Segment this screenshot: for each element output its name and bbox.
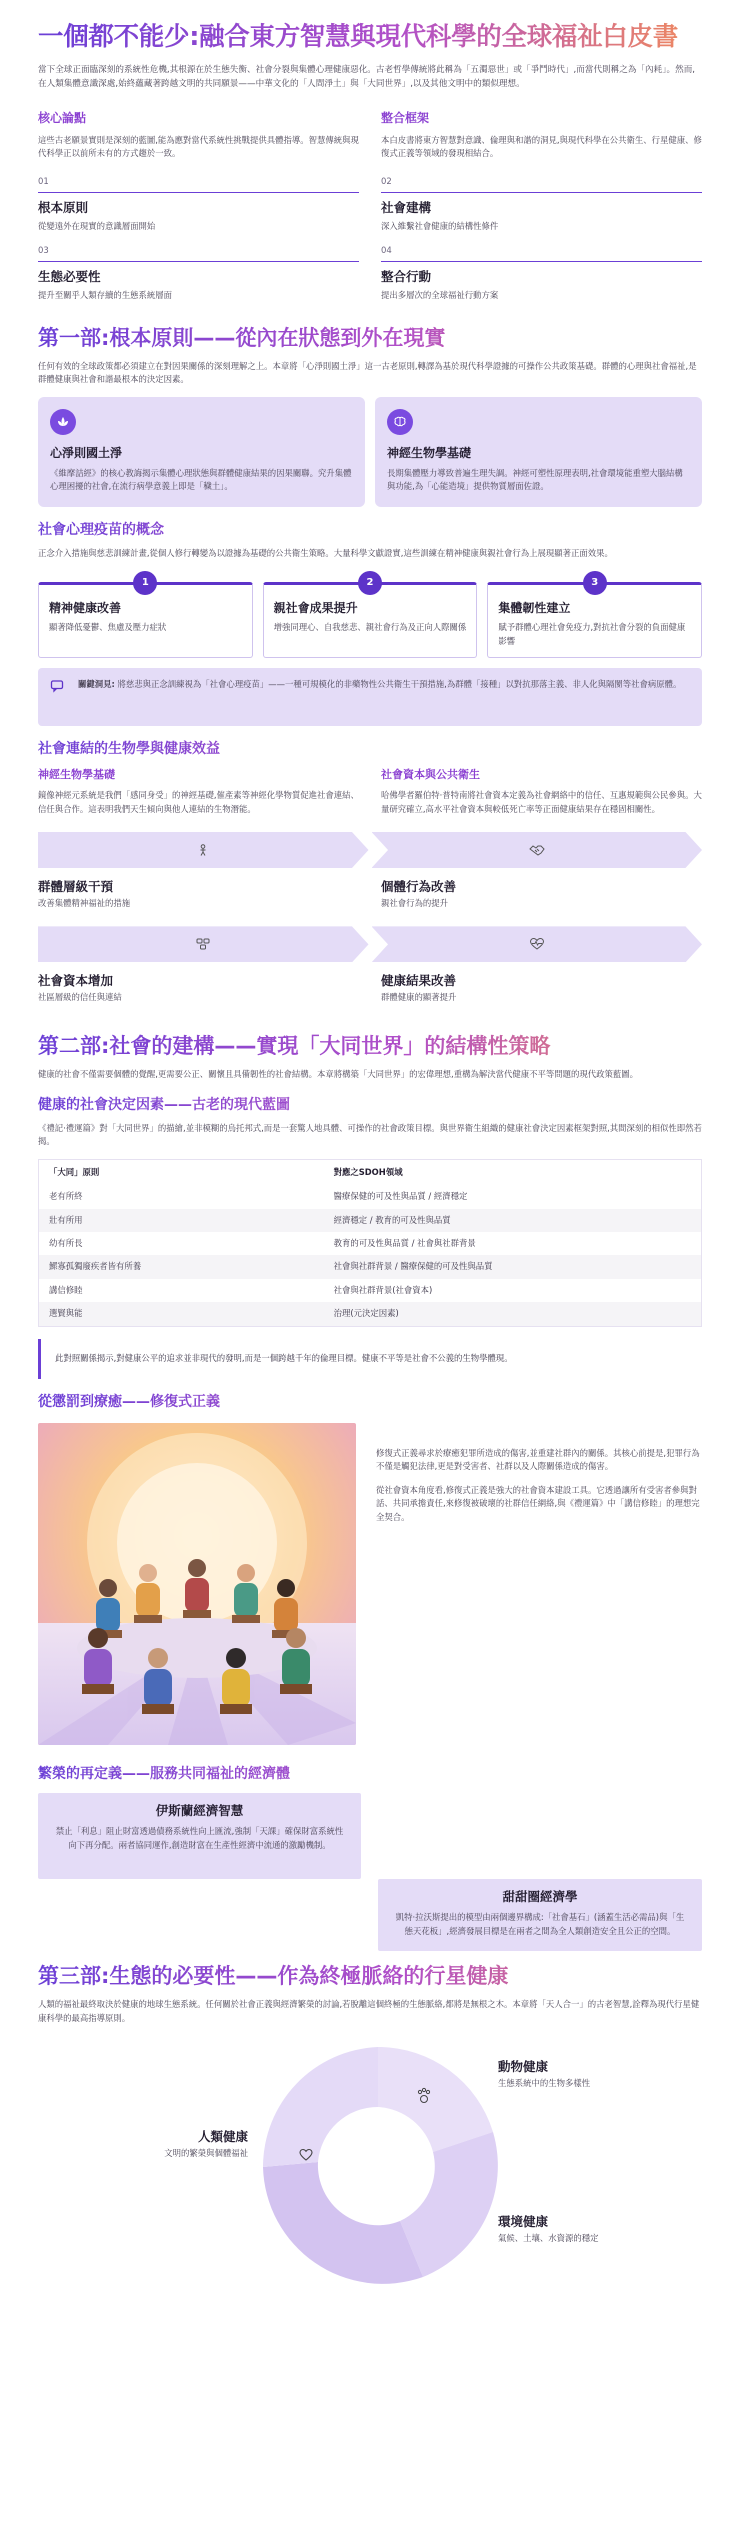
step-number: 03 xyxy=(38,245,359,262)
step-title: 整合行動 xyxy=(381,269,432,285)
card-text: 長期集體壓力導致普遍生理失調。神經可塑性原理表明,社會環境能重塑大腦結構與功能,為「心能造境」提供物質層面佐證。 xyxy=(387,467,683,492)
process-label xyxy=(38,971,359,1004)
brain-icon xyxy=(387,409,413,435)
table-row xyxy=(39,1185,702,1208)
neuro-text: 鏡像神經元系統是我們「感同身受」的神經基礎,催產素等神經化學物質促進社會連結、信任與合作。這表明我們天生傾向與他人連結的生物潛能。 xyxy=(38,790,359,814)
core-argument-text: 這些古老願景實則是深刻的藍圖,能為應對當代系統性挑戰提供具體指導。智慧傳統與現代科學正以前所未有的方式趨於一致。 xyxy=(38,134,359,158)
table-cell: 壯有所用 xyxy=(39,1209,324,1232)
process-desc: 群體健康的顯著提升 xyxy=(381,992,457,1003)
integrated-framework xyxy=(381,109,702,160)
table-cell: 選賢與能 xyxy=(39,1302,324,1326)
step-title: 社會建構 xyxy=(381,200,432,216)
table-cell: 治理(元決定因素) xyxy=(324,1302,702,1326)
step-desc: 提出多層次的全球福祉行動方案 xyxy=(381,290,499,301)
chat-icon xyxy=(50,678,68,716)
economy-heading: 繁榮的再定義——服務共同福祉的經濟體 xyxy=(38,1765,702,1783)
card-title: 甜甜圈經濟學 xyxy=(502,1889,578,1905)
step-title: 生態必要性 xyxy=(38,269,101,285)
process-label xyxy=(381,971,702,1004)
table-cell: 講信修睦 xyxy=(49,1284,83,1295)
handshake-icon xyxy=(529,843,545,857)
step-badge: 1 xyxy=(133,571,157,595)
step-number: 02 xyxy=(381,176,702,193)
animal-health-label xyxy=(498,2057,590,2090)
core-argument xyxy=(38,109,359,160)
step-badge: 2 xyxy=(358,571,382,595)
human-health-label xyxy=(138,2127,248,2160)
card-text: 禁止「利息」阻止財富透過債務系統性向上匯流,強制「天課」確保財富系統性向下再分配。兩者協同運作,創造財富在生產性經濟中流通的激勵機制。 xyxy=(55,1826,344,1850)
table-cell: 經濟穩定 / 教育的可及性與品質 xyxy=(324,1209,702,1232)
step-desc: 從變遠外在現實的意識層面開始 xyxy=(38,221,156,232)
process-title: 個體行為改善 xyxy=(381,878,457,894)
part1-heading: 第一部:根本原則——從內在狀態到外在現實 xyxy=(38,325,702,352)
overview-step xyxy=(381,245,702,302)
table-cell: 老有所終 xyxy=(49,1191,83,1202)
process-desc: 親社會行為的提升 xyxy=(381,897,448,908)
part1-intro: 任何有效的全球政策都必須建立在對因果關係的深刻理解之上。本章將「心淨則國土淨」這一古老原則,轉譯為基於現代科學證據的可操作公共政策基礎。群體的心理與社會福祉,是群體健康與社會和諧最根本的決定因素。 xyxy=(38,360,697,385)
principle-card xyxy=(38,397,365,507)
intro-paragraph: 當下全球正面臨深刻的系統性危機,其根源在於生態失衡、社會分裂與集體心理健康惡化。古老哲學傳統將此稱為「五濁惡世」或「爭鬥時代」,而當代則稱之為「內耗」。然而,在人類集體意識深處,始終蘊藏著跨越文明的共同願景——中華文化的「人間淨土」與「大同世界」,以及其他文明中的類似理想。 xyxy=(38,64,696,89)
islamic-economy-card xyxy=(38,1793,361,1879)
vaccine-step xyxy=(263,577,478,658)
process-arrow xyxy=(38,832,369,868)
process-arrow xyxy=(372,832,703,868)
table-cell: 幼有所長 xyxy=(49,1237,83,1248)
card-title: 伊斯蘭經濟智慧 xyxy=(155,1803,244,1819)
vaccine-step xyxy=(487,577,702,658)
core-argument-heading: 核心論點 xyxy=(38,111,87,126)
step-number: 01 xyxy=(38,176,359,193)
sdoh-table xyxy=(38,1159,702,1327)
sdoh-intro: 《禮記·禮運篇》對「大同世界」的描繪,並非模糊的烏托邦式,而是一套驚人地具體、可操作的社會政策目標。與世界衛生組織的健康社會決定因素框架對照,其間深刻的相似性即然若揭。 xyxy=(38,1122,702,1147)
step-desc: 提升至關乎人類存續的生態系統層面 xyxy=(38,290,172,301)
vaccine-heading: 社會心理疫苗的概念 xyxy=(38,521,702,539)
card-text: 《維摩詰經》的核心教誨揭示集體心理狀態與群體健康結果的因果關聯。究升集體心理困擾的社會,在流行病學意義上即是「穢土」。 xyxy=(50,467,352,492)
bio-heading: 社會連結的生物學與健康效益 xyxy=(38,740,702,758)
step-desc: 顯著降低憂鬱、焦慮及壓力症狀 xyxy=(49,622,167,633)
capital-heading: 社會資本與公共衛生 xyxy=(381,768,480,782)
step-badge: 3 xyxy=(583,571,607,595)
capital-block xyxy=(381,766,702,815)
environment-health-label xyxy=(498,2212,599,2245)
label-desc: 生態系統中的生物多樣性 xyxy=(498,2078,591,2089)
table-row xyxy=(39,1302,702,1326)
neuro-heading: 神經生物學基礎 xyxy=(38,768,115,782)
table-header: 對應之SDOH領域 xyxy=(324,1159,702,1185)
step-desc: 深入維繫社會健康的結構性條件 xyxy=(381,221,499,232)
justice-paragraph: 修復式正義尋求於療癒犯罪所造成的傷害,並重建社群內的關係。其核心前提是,犯罪行為不僅是觸犯法律,更是對受害者、社群以及人際關係造成的傷害。 xyxy=(376,1447,700,1472)
label-desc: 氣候、土壤、水資源的穩定 xyxy=(498,2233,599,2244)
process-label xyxy=(38,877,359,910)
label-desc: 文明的繁榮與個體福祉 xyxy=(164,2148,248,2159)
table-row xyxy=(39,1232,702,1255)
label-title: 人類健康 xyxy=(197,2129,248,2145)
process-arrow xyxy=(38,926,369,962)
group-icon xyxy=(195,937,211,951)
donut-economy-card xyxy=(378,1879,702,1951)
process-desc: 社區層級的信任與連結 xyxy=(38,992,122,1003)
card-title: 心淨則國土淨 xyxy=(50,445,123,460)
step-title: 集體韌性建立 xyxy=(498,601,571,616)
vaccine-intro: 正念介入措施與慈悲訓練計畫,從個人修行轉變為以證據為基礎的公共衛生策略。大量科學文獻證實,這些訓練在精神健康與親社會行為上展現顯著正面效果。 xyxy=(38,547,613,558)
lotus-icon xyxy=(50,409,76,435)
restorative-justice-block xyxy=(38,1423,702,1745)
integrated-framework-text: 本白皮書將東方智慧對意識、倫理與和諧的洞見,與現代科學在公共衛生、行星健康、修復式正義等領域的發現相結合。 xyxy=(381,134,702,158)
neuro-block xyxy=(38,766,359,815)
vaccine-step xyxy=(38,577,253,658)
table-cell: 社會與社群背景 / 醫療保健的可及性與品質 xyxy=(324,1255,702,1278)
justice-heading: 從懲罰到療癒——修復式正義 xyxy=(38,1393,702,1411)
table-row xyxy=(39,1255,702,1278)
table-cell: 鰥寡孤獨廢疾者皆有所養 xyxy=(39,1255,324,1278)
economy-cards xyxy=(38,1793,702,1953)
table-row xyxy=(39,1279,702,1302)
step-desc: 賦予群體心理社會免疫力,對抗社會分裂的負面健康影響 xyxy=(498,622,686,646)
justice-paragraph: 從社會資本角度看,修復式正義是強大的社會資本建設工具。它透過讓所有受害者參與對話、共同承擔責任,來修復被破壞的社群信任網絡,與《禮運篇》中「講信修睦」的理想完全契合。 xyxy=(376,1484,700,1522)
one-health-diagram xyxy=(38,2037,702,2287)
bio-columns xyxy=(38,766,702,815)
overview-steps xyxy=(38,176,702,302)
principle-card xyxy=(375,397,702,507)
step-title: 精神健康改善 xyxy=(49,601,122,616)
part3-intro: 人類的福祉最終取決於健康的地球生態系統。任何關於社會正義與經濟繁榮的討論,若脫離這個終極的生態脈絡,都將是無根之木。本章將「天人合一」的古老智慧,詮釋為現代行星健康科學的最高指導原則。 xyxy=(38,1999,700,2023)
process-arrow xyxy=(372,926,703,962)
process-desc: 改善集體精神福祉的措施 xyxy=(38,897,131,908)
step-desc: 增強同理心、自我慈悲、親社會行為及正向人際關係 xyxy=(273,622,467,633)
step-title: 根本原則 xyxy=(38,200,89,216)
overview-step xyxy=(38,245,359,302)
restorative-circle-illustration xyxy=(38,1423,356,1745)
process-title: 群體層級干預 xyxy=(38,878,114,894)
page-title: 一個都不能少:融合東方智慧與現代科學的全球福祉白皮書 xyxy=(38,22,702,54)
part2-heading: 第二部:社會的建構——實現「大同世界」的結構性策略 xyxy=(38,1033,702,1060)
part3-heading: 第三部:生態的必要性——作為終極脈絡的行星健康 xyxy=(38,1963,702,1990)
label-title: 動物健康 xyxy=(498,2059,549,2075)
process-label xyxy=(381,877,702,910)
table-cell: 教育的可及性與品質 / 社會與社群背景 xyxy=(333,1237,476,1248)
process-labels-row-1 xyxy=(38,877,702,910)
person-icon xyxy=(196,843,210,857)
table-cell: 醫療保健的可及性與品質 / 經濟穩定 xyxy=(333,1191,468,1202)
part2-intro: 健康的社會不僅需要個體的覺醒,更需要公正、關懷且具備韌性的社會結構。本章將構築「大同世界」的宏偉理想,重構為解決當代健康不平等問題的現代政策藍圖。 xyxy=(38,1069,638,1080)
integrated-framework-heading: 整合框架 xyxy=(381,111,430,126)
table-cell: 社會與社群背景(社會資本) xyxy=(333,1284,433,1295)
sdoh-quote: 此對照關係揭示,對健康公平的追求並非現代的發明,而是一個跨越千年的倫理目標。健康不平等是社會不公義的生物學體現。 xyxy=(38,1339,702,1379)
capital-text: 哈佛學者羅伯特·普特南將社會資本定義為社會網絡中的信任、互惠規範與公民參與。大量研究確立,高水平社會資本與較低死亡率等正面健康結果存在穩固相關性。 xyxy=(381,790,702,814)
process-arrows-row-2 xyxy=(38,926,702,962)
overview-step xyxy=(381,176,702,233)
callout-label: 關鍵洞見: xyxy=(78,679,115,690)
callout-text: 將慈悲與正念訓練視為「社會心理疫苗」——一種可規模化的非藥物性公共衛生干預措施,為群體「接種」以對抗那落主義、非人化與隔閡等社會病原體。 xyxy=(117,679,682,690)
table-row xyxy=(39,1209,702,1232)
process-arrows-row-1 xyxy=(38,832,702,868)
table-header: 「大同」原則 xyxy=(39,1159,324,1185)
key-insight-callout xyxy=(38,668,702,726)
step-number: 04 xyxy=(381,245,702,262)
card-text: 凱特·拉沃斯提出的模型由兩個邊界構成:「社會基石」(涵蓋生活必需品)與「生態天花板」,經濟發展目標是在兩者之間為全人類創造安全且公正的空間。 xyxy=(395,1912,685,1936)
overview-step xyxy=(38,176,359,233)
step-title: 親社會成果提升 xyxy=(273,601,358,616)
process-title: 社會資本增加 xyxy=(38,973,114,989)
process-title: 健康結果改善 xyxy=(381,973,457,989)
heart-pulse-icon xyxy=(529,937,545,951)
process-labels-row-2 xyxy=(38,971,702,1004)
restorative-justice-text xyxy=(376,1423,702,1745)
one-health-ring xyxy=(248,2037,508,2287)
vaccine-steps xyxy=(38,577,702,658)
card-title: 神經生物學基礎 xyxy=(387,445,472,460)
sdoh-heading: 健康的社會決定因素——古老的現代藍圖 xyxy=(38,1096,702,1114)
label-title: 環境健康 xyxy=(498,2214,549,2230)
core-framework-row xyxy=(38,109,702,160)
principle-cards xyxy=(38,397,702,507)
